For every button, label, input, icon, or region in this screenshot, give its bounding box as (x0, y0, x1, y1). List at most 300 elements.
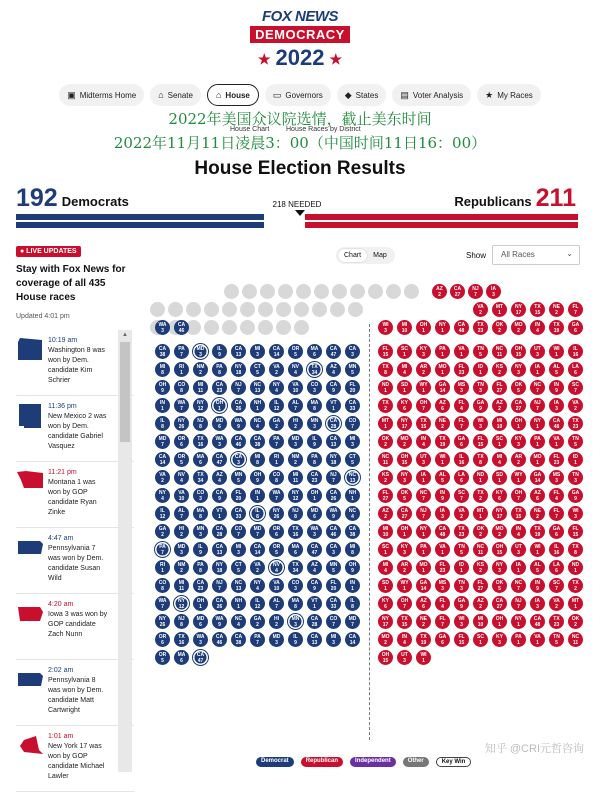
rep-seat[interactable]: NE 2 (549, 302, 564, 317)
rep-seat[interactable]: FL 23 (435, 560, 450, 575)
dem-seat[interactable]: AL 7 (269, 596, 284, 611)
dem-seat[interactable]: MI 3 (345, 434, 360, 449)
rep-seat[interactable]: AL 5 (530, 560, 545, 575)
rep-seat[interactable]: OH 15 (378, 650, 393, 665)
rep-seat[interactable]: MI 4 (378, 560, 393, 575)
rep-seat[interactable]: TN 3 (473, 380, 488, 395)
rep-seat[interactable]: NC 11 (473, 542, 488, 557)
rep-seat[interactable]: MT 1 (473, 506, 488, 521)
rep-seat[interactable]: NE 2 (416, 614, 431, 629)
rep-seat[interactable]: SC 7 (568, 380, 583, 395)
dem-seat[interactable]: MD 6 (307, 506, 322, 521)
rep-seat[interactable]: SD 1 (378, 578, 393, 593)
dem-seat[interactable]: OH 1 (193, 596, 208, 611)
rep-seat[interactable]: KS 2 (473, 560, 488, 575)
rep-seat[interactable]: IA 3 (486, 284, 501, 299)
dem-seat[interactable]: NC 13 (345, 470, 360, 485)
rep-seat[interactable]: WI 1 (530, 542, 545, 557)
uncalled-seat[interactable] (276, 320, 291, 335)
dem-seat[interactable]: CA 38 (345, 524, 360, 539)
rep-seat[interactable]: AR 2 (397, 560, 412, 575)
rep-seat[interactable]: MO 1 (530, 452, 545, 467)
rep-seat[interactable]: MO 1 (416, 560, 431, 575)
rep-seat[interactable]: ND 1 (473, 470, 488, 485)
dem-seat[interactable]: VT 1 (326, 398, 341, 413)
dem-seat[interactable]: NM 2 (288, 452, 303, 467)
rep-seat[interactable]: IN 9 (549, 380, 564, 395)
dem-seat[interactable]: NC 4 (231, 614, 246, 629)
uncalled-seat[interactable] (348, 302, 363, 317)
rep-seat[interactable]: IN 9 (530, 578, 545, 593)
rep-seat[interactable]: WI 1 (549, 344, 564, 359)
dem-seat[interactable]: CO 3 (193, 488, 208, 503)
dem-seat[interactable]: CA 38 (231, 632, 246, 647)
dem-seat[interactable]: CA 38 (155, 344, 170, 359)
dem-seat[interactable]: CA 14 (250, 542, 265, 557)
dem-seat[interactable]: NY 26 (174, 416, 189, 431)
dem-seat[interactable]: NH 1 (250, 398, 265, 413)
dem-seat[interactable]: IL 8 (345, 596, 360, 611)
rep-seat[interactable]: NY 17 (492, 506, 507, 521)
uncalled-seat[interactable] (278, 284, 293, 299)
rep-seat[interactable]: CA 48 (454, 320, 469, 335)
dem-seat[interactable]: NY 18 (326, 452, 341, 467)
dem-seat[interactable]: MN 5 (326, 560, 341, 575)
dem-seat[interactable]: HI 2 (269, 614, 284, 629)
dem-seat[interactable]: MD 7 (250, 524, 265, 539)
dem-seat[interactable]: CA 14 (155, 452, 170, 467)
rep-seat[interactable]: IL 16 (549, 542, 564, 557)
dem-seat[interactable]: NY 4 (155, 488, 170, 503)
rep-seat[interactable]: OH 7 (397, 596, 412, 611)
rep-seat[interactable]: PA 1 (511, 632, 526, 647)
rep-seat[interactable]: TX 15 (530, 302, 545, 317)
rep-seat[interactable]: MI 4 (492, 452, 507, 467)
dem-seat[interactable]: TX 34 (307, 362, 322, 377)
nav-my-races[interactable] (477, 84, 541, 106)
rep-seat[interactable]: FL 15 (378, 344, 393, 359)
dem-seat[interactable]: WA 7 (155, 596, 170, 611)
rep-seat[interactable]: TX 19 (530, 524, 545, 539)
rep-seat[interactable]: NC 7 (416, 488, 431, 503)
dem-seat[interactable]: CO 7 (326, 614, 341, 629)
rep-seat[interactable]: VA 2 (473, 302, 488, 317)
dem-seat[interactable]: NY 26 (155, 614, 170, 629)
dem-seat[interactable]: CA 33 (326, 596, 341, 611)
uncalled-seat[interactable] (294, 320, 309, 335)
rep-seat[interactable]: CA 48 (435, 524, 450, 539)
dem-seat[interactable]: MA 6 (288, 542, 303, 557)
dem-seat[interactable]: MA 8 (193, 506, 208, 521)
dem-seat[interactable]: CO 8 (269, 470, 284, 485)
uncalled-seat[interactable] (350, 284, 365, 299)
dem-seat[interactable]: CT 5 (345, 452, 360, 467)
rep-seat[interactable]: TX 2 (568, 578, 583, 593)
rep-seat[interactable]: KY 6 (397, 398, 412, 413)
feed-item[interactable] (16, 726, 134, 792)
rep-seat[interactable]: SC 1 (492, 434, 507, 449)
dem-seat[interactable]: OR 5 (269, 542, 284, 557)
rep-seat[interactable]: TN 5 (454, 542, 469, 557)
rep-seat[interactable]: NY 1 (530, 416, 545, 431)
dem-seat[interactable]: CO 3 (307, 380, 322, 395)
rep-seat[interactable]: FL 15 (568, 524, 583, 539)
rep-seat[interactable]: GA 14 (416, 578, 431, 593)
rep-seat[interactable]: TN 3 (454, 578, 469, 593)
rep-seat[interactable]: OH 1 (397, 524, 412, 539)
show-race-select[interactable]: All Races ⌄ (492, 245, 580, 265)
dem-seat[interactable]: AZ 4 (307, 560, 322, 575)
rep-seat[interactable]: OK 2 (492, 320, 507, 335)
uncalled-seat[interactable] (276, 302, 291, 317)
rep-seat[interactable]: AZ 6 (530, 488, 545, 503)
dem-seat[interactable]: RI 1 (269, 452, 284, 467)
dem-seat[interactable]: NY 12 (193, 398, 208, 413)
dem-seat[interactable]: TX 16 (288, 524, 303, 539)
rep-seat[interactable]: AR 2 (416, 362, 431, 377)
rep-seat[interactable]: AZ 6 (435, 398, 450, 413)
nav-voter-analysis[interactable] (392, 84, 471, 106)
dem-seat[interactable]: CA 3 (231, 452, 246, 467)
dem-seat[interactable]: OH 9 (250, 470, 265, 485)
scroll-thumb[interactable] (120, 342, 130, 442)
dem-seat[interactable]: TX 34 (288, 560, 303, 575)
dem-seat[interactable]: MD 3 (174, 542, 189, 557)
dem-seat[interactable]: CA 14 (345, 632, 360, 647)
uncalled-seat[interactable] (242, 284, 257, 299)
rep-seat[interactable]: GA 9 (568, 488, 583, 503)
rep-seat[interactable]: KY 3 (397, 542, 412, 557)
dem-seat[interactable]: VT 1 (307, 596, 322, 611)
dem-seat[interactable]: AZ 4 (326, 362, 341, 377)
rep-seat[interactable]: IN 9 (435, 488, 450, 503)
dem-seat[interactable]: MI 3 (231, 542, 246, 557)
dem-seat[interactable]: IL 12 (269, 398, 284, 413)
dem-seat[interactable]: RI 1 (174, 362, 189, 377)
uncalled-seat[interactable] (386, 284, 401, 299)
rep-seat[interactable]: AZ 2 (473, 596, 488, 611)
dem-seat[interactable]: NC 4 (250, 416, 265, 431)
dem-seat[interactable]: MD 3 (288, 434, 303, 449)
rep-seat[interactable]: GA 6 (549, 524, 564, 539)
rep-seat[interactable]: OH 15 (492, 542, 507, 557)
dem-seat[interactable]: OR 5 (288, 344, 303, 359)
dem-seat[interactable]: NH 1 (345, 488, 360, 503)
dem-seat[interactable]: VA 10 (269, 578, 284, 593)
rep-seat[interactable]: CA 48 (530, 614, 545, 629)
rep-seat[interactable]: TN 5 (568, 434, 583, 449)
rep-seat[interactable]: VA 2 (454, 506, 469, 521)
rep-seat[interactable]: SD 1 (397, 380, 412, 395)
rep-seat[interactable]: NJ 7 (416, 506, 431, 521)
rep-seat[interactable]: CA 27 (492, 596, 507, 611)
rep-seat[interactable]: IA 1 (530, 362, 545, 377)
feed-item[interactable] (16, 396, 134, 462)
dem-seat[interactable]: NY 4 (269, 380, 284, 395)
dem-seat[interactable]: IL 9 (288, 632, 303, 647)
nav-states[interactable] (337, 84, 387, 106)
dem-seat[interactable]: MI 8 (345, 542, 360, 557)
dem-seat[interactable]: MN 3 (288, 614, 303, 629)
rep-seat[interactable]: IN 4 (397, 632, 412, 647)
rep-seat[interactable]: VA 1 (435, 542, 450, 557)
dem-seat[interactable]: IL 12 (155, 506, 170, 521)
rep-seat[interactable]: NY 3 (511, 362, 526, 377)
dem-seat[interactable]: NY 18 (212, 560, 227, 575)
dem-seat[interactable]: FL 20 (231, 488, 246, 503)
dem-seat[interactable]: OH 1 (212, 398, 227, 413)
rep-seat[interactable]: NY 17 (511, 302, 526, 317)
dem-seat[interactable]: OR 6 (174, 434, 189, 449)
dem-seat[interactable]: IN 1 (155, 398, 170, 413)
dem-seat[interactable]: NC 4 (345, 506, 360, 521)
feed-scrollbar[interactable] (118, 330, 132, 772)
dem-seat[interactable]: WA 7 (269, 488, 284, 503)
dem-seat[interactable]: WA 3 (155, 320, 170, 335)
rep-seat[interactable]: MS 3 (435, 578, 450, 593)
rep-seat[interactable]: AZ 2 (378, 506, 393, 521)
dem-seat[interactable]: MN 3 (307, 416, 322, 431)
rep-seat[interactable]: CA 48 (549, 416, 564, 431)
rep-seat[interactable]: IN 4 (416, 434, 431, 449)
dem-seat[interactable]: WA 3 (307, 524, 322, 539)
rep-seat[interactable]: NY 17 (397, 416, 412, 431)
uncalled-seat[interactable] (204, 302, 219, 317)
rep-seat[interactable]: TX 8 (378, 362, 393, 377)
rep-seat[interactable]: NC 7 (511, 578, 526, 593)
dem-seat[interactable]: CT 5 (231, 560, 246, 575)
dem-seat[interactable]: MI 11 (288, 470, 303, 485)
dem-seat[interactable]: FL 20 (326, 578, 341, 593)
uncalled-seat[interactable] (150, 302, 165, 317)
dem-seat[interactable]: NY 4 (250, 578, 265, 593)
uncalled-seat[interactable] (332, 284, 347, 299)
uncalled-seat[interactable] (204, 320, 219, 335)
dem-seat[interactable]: PA 7 (269, 434, 284, 449)
dem-seat[interactable]: NV 4 (174, 470, 189, 485)
dem-seat[interactable]: MA 8 (307, 398, 322, 413)
dem-seat[interactable]: MI 8 (155, 362, 170, 377)
rep-seat[interactable]: LA 6 (549, 560, 564, 575)
rep-seat[interactable]: TX 23 (568, 416, 583, 431)
dem-seat[interactable]: MD 7 (155, 434, 170, 449)
uncalled-seat[interactable] (222, 302, 237, 317)
dem-seat[interactable]: OH 9 (345, 560, 360, 575)
rep-seat[interactable]: NC 11 (492, 344, 507, 359)
rep-seat[interactable]: NC 11 (568, 632, 583, 647)
rep-seat[interactable]: KY 3 (416, 344, 431, 359)
uncalled-seat[interactable] (168, 302, 183, 317)
dem-seat[interactable]: CA 26 (326, 488, 341, 503)
rep-seat[interactable]: FL 7 (549, 506, 564, 521)
dem-seat[interactable]: NJ 7 (326, 470, 341, 485)
rep-seat[interactable]: MO 1 (435, 362, 450, 377)
dem-seat[interactable]: CA 26 (212, 596, 227, 611)
uncalled-seat[interactable] (404, 284, 419, 299)
rep-seat[interactable]: OH 1 (511, 416, 526, 431)
dem-seat[interactable]: NV 4 (288, 362, 303, 377)
rep-seat[interactable]: OK 2 (378, 434, 393, 449)
dem-seat[interactable]: PA 8 (193, 560, 208, 575)
dem-seat[interactable]: HI 2 (288, 416, 303, 431)
rep-seat[interactable]: OH 15 (511, 344, 526, 359)
dem-seat[interactable]: MA 8 (288, 596, 303, 611)
rep-seat[interactable]: TX 2 (473, 488, 488, 503)
rep-seat[interactable]: PA 1 (416, 542, 431, 557)
dem-seat[interactable]: WA 3 (193, 632, 208, 647)
dem-seat[interactable]: CA 33 (345, 398, 360, 413)
dem-seat[interactable]: MN 3 (193, 524, 208, 539)
dem-seat[interactable]: CA 26 (231, 398, 246, 413)
rep-seat[interactable]: ID 1 (473, 362, 488, 377)
dem-seat[interactable]: CA 13 (307, 632, 322, 647)
rep-seat[interactable]: FL 27 (492, 380, 507, 395)
dem-seat[interactable]: CA 38 (250, 434, 265, 449)
dem-seat[interactable]: CA 9 (326, 380, 341, 395)
dem-seat[interactable]: NY 26 (269, 506, 284, 521)
dem-seat[interactable]: CA 28 (326, 416, 341, 431)
rep-seat[interactable]: TX 15 (416, 416, 431, 431)
dem-seat[interactable]: CA 13 (326, 434, 341, 449)
rep-seat[interactable]: MT 1 (378, 416, 393, 431)
rep-seat[interactable]: VA 1 (530, 632, 545, 647)
rep-seat[interactable]: IN 4 (511, 524, 526, 539)
uncalled-seat[interactable] (296, 284, 311, 299)
rep-seat[interactable]: AR 2 (511, 452, 526, 467)
dem-seat[interactable]: MI 3 (250, 344, 265, 359)
rep-seat[interactable]: GA 6 (568, 320, 583, 335)
dem-seat[interactable]: CA 33 (231, 506, 246, 521)
dem-seat[interactable]: MI 8 (250, 452, 265, 467)
dem-seat[interactable]: WA 9 (231, 416, 246, 431)
rep-seat[interactable]: LA 6 (454, 470, 469, 485)
dem-seat[interactable]: NM 2 (193, 362, 208, 377)
rep-seat[interactable]: ID 1 (568, 452, 583, 467)
dem-seat[interactable]: MA 6 (307, 344, 322, 359)
dem-seat[interactable]: CT 5 (250, 362, 265, 377)
dem-seat[interactable]: NC 13 (250, 380, 265, 395)
rep-seat[interactable]: TX 23 (473, 320, 488, 335)
rep-seat[interactable]: MS 3 (549, 470, 564, 485)
dem-seat[interactable]: PA 7 (174, 344, 189, 359)
rep-seat[interactable]: UT 3 (511, 542, 526, 557)
dem-seat[interactable]: VT 1 (212, 506, 227, 521)
rep-seat[interactable]: TN 5 (473, 344, 488, 359)
rep-seat[interactable]: VA 2 (568, 398, 583, 413)
rep-seat[interactable]: TX 23 (549, 614, 564, 629)
fox-news-democracy-logo[interactable] (0, 8, 600, 71)
uncalled-seat[interactable] (258, 302, 273, 317)
dem-seat[interactable]: NJ 7 (231, 380, 246, 395)
rep-seat[interactable]: SC 7 (454, 488, 469, 503)
rep-seat[interactable]: UT 3 (530, 344, 545, 359)
rep-seat[interactable]: OH 7 (511, 488, 526, 503)
rep-seat[interactable]: OH 1 (492, 614, 507, 629)
rep-seat[interactable]: IA 1 (511, 560, 526, 575)
dem-seat[interactable]: CO 7 (231, 524, 246, 539)
dem-seat[interactable]: MI 3 (326, 632, 341, 647)
feed-item[interactable] (16, 594, 134, 660)
rep-seat[interactable]: GA 6 (454, 434, 469, 449)
rep-seat[interactable]: NJ 7 (468, 284, 483, 299)
dem-seat[interactable]: MD 6 (193, 614, 208, 629)
dem-seat[interactable]: IL 12 (250, 596, 265, 611)
rep-seat[interactable]: ND 1 (568, 560, 583, 575)
scroll-up-icon[interactable]: ▲ (122, 332, 128, 338)
uncalled-seat[interactable] (240, 302, 255, 317)
dem-seat[interactable]: CA 23 (212, 380, 227, 395)
dem-seat[interactable]: CA 23 (307, 470, 322, 485)
rep-seat[interactable]: NY 1 (511, 614, 526, 629)
feed-item[interactable] (16, 462, 134, 528)
rep-seat[interactable]: OH 1 (416, 320, 431, 335)
nav-senate[interactable] (150, 84, 201, 106)
rep-seat[interactable]: PA 1 (530, 434, 545, 449)
rep-seat[interactable]: KS 2 (492, 362, 507, 377)
dem-seat[interactable]: PA 8 (307, 452, 322, 467)
dem-seat[interactable]: OH 9 (155, 380, 170, 395)
dem-seat[interactable]: IN 1 (345, 578, 360, 593)
rep-seat[interactable]: IA 1 (416, 470, 431, 485)
rep-seat[interactable]: SC 1 (473, 632, 488, 647)
tab-map[interactable]: Map (373, 252, 387, 259)
rep-seat[interactable]: UT 3 (397, 650, 412, 665)
uncalled-seat[interactable] (260, 284, 275, 299)
rep-seat[interactable]: ID 1 (454, 560, 469, 575)
rep-seat[interactable]: WI 3 (454, 614, 469, 629)
rep-seat[interactable]: FL 7 (568, 302, 583, 317)
rep-seat[interactable]: WI 3 (378, 320, 393, 335)
rep-seat[interactable]: CA 27 (397, 506, 412, 521)
rep-seat[interactable]: MO 2 (511, 320, 526, 335)
rep-seat[interactable]: GA 9 (473, 398, 488, 413)
dem-seat[interactable]: CA 28 (212, 524, 227, 539)
rep-seat[interactable]: IA 3 (435, 506, 450, 521)
rep-seat[interactable]: TX 8 (568, 542, 583, 557)
dem-seat[interactable]: NH 1 (231, 596, 246, 611)
dem-seat[interactable]: TX 16 (174, 632, 189, 647)
rep-seat[interactable]: SC 1 (378, 542, 393, 557)
dem-seat[interactable]: OH 1 (307, 488, 322, 503)
rep-seat[interactable]: FL 27 (378, 488, 393, 503)
rep-seat[interactable]: GA 14 (435, 380, 450, 395)
rep-seat[interactable]: FL 4 (549, 488, 564, 503)
dem-seat[interactable]: OR 6 (269, 524, 284, 539)
nav-governors[interactable] (265, 84, 331, 106)
dem-seat[interactable]: NY 12 (174, 596, 189, 611)
rep-seat[interactable]: MO 2 (492, 524, 507, 539)
rep-seat[interactable]: MO 2 (397, 434, 412, 449)
rep-seat[interactable]: SD 1 (492, 470, 507, 485)
rep-seat[interactable]: FL 4 (454, 398, 469, 413)
rep-seat[interactable]: SC 7 (549, 578, 564, 593)
rep-seat[interactable]: FL 15 (454, 632, 469, 647)
dem-seat[interactable]: CA 46 (326, 524, 341, 539)
dem-seat[interactable]: TX 16 (193, 434, 208, 449)
rep-seat[interactable]: NC 7 (530, 380, 545, 395)
rep-seat[interactable]: NY 3 (492, 560, 507, 575)
dem-seat[interactable]: TX 34 (193, 470, 208, 485)
dem-seat[interactable]: IL 9 (212, 344, 227, 359)
rep-seat[interactable]: WY 1 (511, 470, 526, 485)
rep-seat[interactable]: WI 1 (435, 452, 450, 467)
rep-seat[interactable]: KY 3 (492, 632, 507, 647)
rep-seat[interactable]: FL 27 (473, 578, 488, 593)
dem-seat[interactable]: NM 2 (174, 560, 189, 575)
rep-seat[interactable]: NY 1 (416, 524, 431, 539)
rep-seat[interactable]: FL 23 (454, 362, 469, 377)
dem-seat[interactable]: AL 7 (174, 506, 189, 521)
